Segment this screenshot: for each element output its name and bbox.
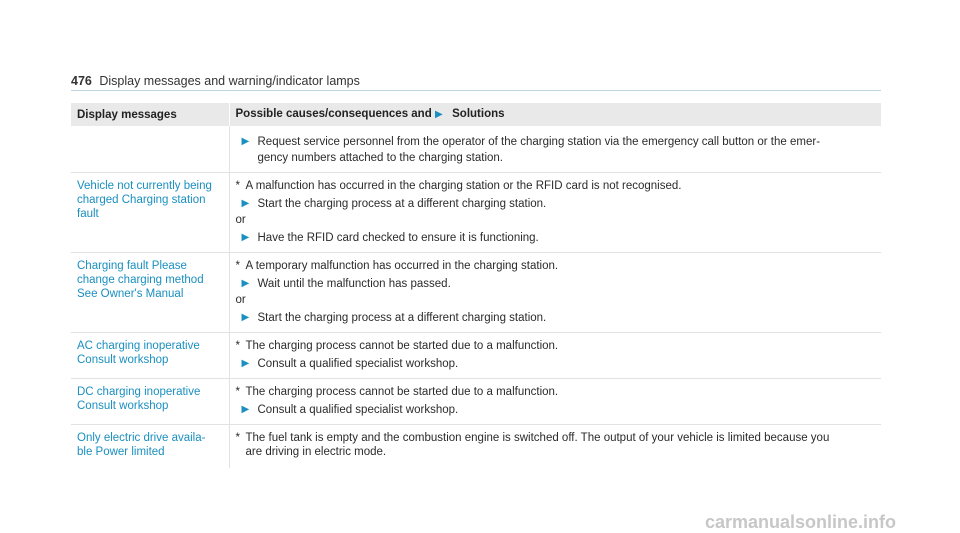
table-row bbox=[71, 253, 881, 333]
header-divider bbox=[71, 90, 881, 91]
table-row bbox=[71, 425, 881, 469]
cause-text: A temporary malfunction has occurred in the charging station. bbox=[245, 260, 559, 272]
arrow-right-icon: ▶ bbox=[434, 109, 443, 120]
message-cell: Vehicle not currently being charged Charging station fault bbox=[71, 173, 229, 253]
or-text: or bbox=[235, 214, 246, 226]
arrow-right-icon: ▶ bbox=[241, 312, 250, 323]
asterisk-marker: * bbox=[235, 432, 240, 444]
or-text: or bbox=[235, 294, 246, 306]
asterisk-marker: * bbox=[235, 340, 240, 352]
asterisk-marker: * bbox=[235, 260, 240, 272]
cause-text: A malfunction has occurred in the charging station or the RFID card is not recognised. bbox=[245, 180, 682, 192]
page-header bbox=[71, 74, 360, 88]
arrow-right-icon: ▶ bbox=[241, 232, 250, 243]
solution-cell bbox=[229, 253, 881, 333]
message-cell: AC charging inoperative Consult workshop bbox=[71, 333, 229, 379]
table-row bbox=[71, 126, 881, 173]
cause-text: The fuel tank is empty and the combustion engine is switched off. The output of your vehicle is limited because you bbox=[245, 432, 830, 444]
solution-step: Have the RFID card checked to ensure it is functioning. bbox=[257, 232, 539, 244]
solution-step-continued: gency numbers attached to the charging station. bbox=[257, 152, 503, 164]
page-number: 476 bbox=[71, 74, 92, 88]
arrow-right-icon: ▶ bbox=[241, 404, 250, 415]
arrow-right-icon: ▶ bbox=[241, 358, 250, 369]
solution-cell bbox=[229, 126, 881, 173]
message-cell: Only electric drive availa- ble Power limited bbox=[77, 432, 206, 458]
table-header-row bbox=[71, 103, 881, 126]
watermark-logo: carmanualsonline.info bbox=[705, 512, 897, 532]
arrow-right-icon: ▶ bbox=[241, 278, 250, 289]
solution-cell bbox=[229, 425, 881, 469]
cause-text: The charging process cannot be started due to a malfunction. bbox=[245, 340, 559, 352]
solution-step: Consult a qualified specialist workshop. bbox=[257, 404, 459, 416]
asterisk-marker: * bbox=[235, 386, 240, 398]
table-row bbox=[71, 379, 881, 425]
asterisk-marker: * bbox=[235, 180, 240, 192]
page-title: Display messages and warning/indicator lamps bbox=[99, 74, 360, 88]
cause-text-continued: are driving in electric mode. bbox=[245, 446, 387, 458]
table-row bbox=[71, 333, 881, 379]
message-cell bbox=[71, 126, 229, 173]
solution-step: Start the charging process at a different charging station. bbox=[257, 198, 547, 210]
solution-cell bbox=[229, 379, 881, 425]
display-messages-table bbox=[71, 103, 881, 468]
arrow-right-icon: ▶ bbox=[241, 136, 250, 147]
solution-step: Request service personnel from the operator of the charging station via the emergency call button or the emer- bbox=[257, 136, 821, 148]
message-cell: Charging fault Please change charging method See Owner's Manual bbox=[71, 253, 229, 333]
solution-step: Start the charging process at a different charging station. bbox=[257, 312, 547, 324]
column-header-messages: Display messages bbox=[71, 103, 229, 126]
column-header-causes: Possible causes/consequences and ▶ Solutions bbox=[229, 103, 881, 126]
message-cell: DC charging inoperative Consult workshop bbox=[71, 379, 229, 425]
solution-cell bbox=[229, 173, 881, 253]
arrow-right-icon: ▶ bbox=[241, 198, 250, 209]
cause-text: The charging process cannot be started due to a malfunction. bbox=[245, 386, 559, 398]
table-row bbox=[71, 173, 881, 253]
solution-step: Consult a qualified specialist workshop. bbox=[257, 358, 459, 370]
solution-step: Wait until the malfunction has passed. bbox=[257, 278, 451, 290]
solution-cell bbox=[229, 333, 881, 379]
